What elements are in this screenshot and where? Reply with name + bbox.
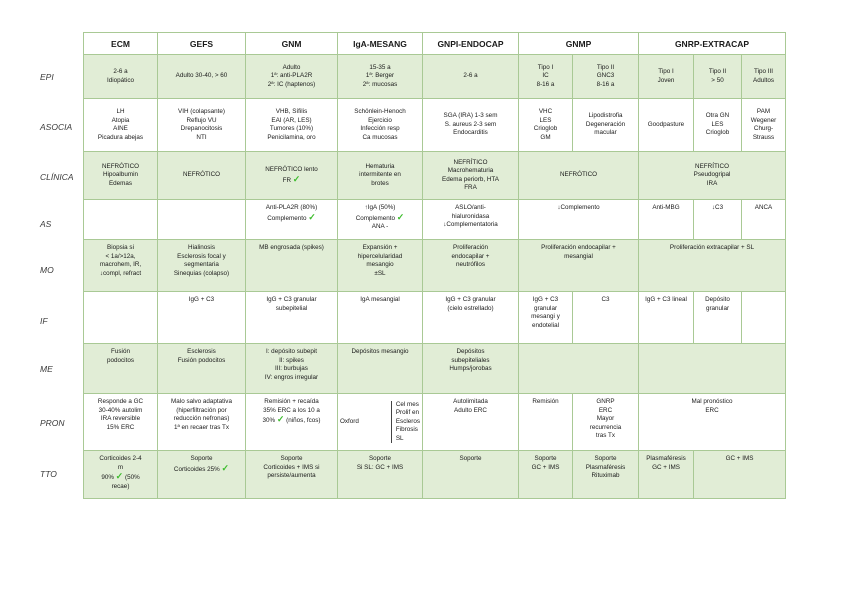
cell-line: IgG + C3 lineal	[645, 296, 687, 303]
tto-ecm-line4: (50%	[124, 474, 140, 481]
cell-line: Responde a GC	[97, 398, 144, 405]
comparison-table	[83, 32, 786, 499]
cell-line: Macrohematuria	[447, 167, 494, 174]
cell-line: macular	[594, 129, 617, 137]
cell-as-gnrp-type2: ↓C3	[694, 200, 742, 240]
checkmark-icon: ✓	[308, 211, 316, 222]
oxford-criteria-list	[391, 401, 420, 444]
row-mo	[84, 240, 786, 292]
cell-line: IC	[542, 72, 549, 80]
cell-line: Proliferación extracapilar + SL	[669, 244, 755, 251]
cell-asocia-gnrp-type1	[639, 99, 694, 152]
cell-me-gefs	[158, 344, 246, 394]
cell-line: 15% ERC	[106, 423, 135, 431]
cell-line: ERC	[598, 406, 613, 414]
cell-asocia-gnmp-type2	[573, 99, 639, 152]
cell-mo-gnpi	[423, 240, 519, 292]
cell-if-gnmp-type1	[519, 292, 573, 344]
cell-asocia-ecm	[84, 99, 158, 152]
cell-line: GNC3	[596, 72, 615, 80]
cell-line: Lipodistrofia	[588, 112, 623, 120]
cell-tto-gnm	[246, 451, 338, 499]
cell-line: Prolif en	[395, 409, 419, 417]
cell-line: hipercelularidad	[357, 252, 403, 260]
cell-line: Esclerosis focal y	[177, 252, 226, 260]
cell-mo-ecm	[84, 240, 158, 292]
cell-tto-ecm	[84, 451, 158, 499]
col-header-gnpi: GNPI-ENDOCAP	[423, 33, 519, 55]
row-me	[84, 344, 786, 394]
cell-line: Tipo I	[537, 63, 554, 71]
row-label-epi: EPI	[40, 72, 54, 82]
cell-line: macrohem, IR,	[99, 261, 142, 268]
as-gnm-line2: Complemento	[267, 214, 307, 222]
cell-tto-gnmp-type1	[519, 451, 573, 499]
cell-line: 8-16 a	[596, 80, 615, 88]
cell-line: Soporte	[459, 455, 482, 462]
cell-pron-gnmp-type2	[573, 394, 639, 451]
cell-line: podocitos	[107, 356, 134, 364]
col-header-gnmp: GNMP	[519, 33, 639, 55]
cell-line: < 1a/>12a,	[105, 252, 136, 260]
cell-pron-gnmp-type1	[519, 394, 573, 451]
cell-epi-gnpi	[423, 55, 519, 99]
cell-line: Drepanocitosis	[180, 125, 223, 132]
cell-line: S. aureus 2-3 sem	[444, 120, 497, 128]
cell-as-gnrp-type1: Anti-MBG	[639, 200, 694, 240]
cell-line: granular	[705, 304, 730, 312]
cell-line: Remisión + recaída	[264, 398, 319, 405]
cell-line: Joven	[657, 76, 675, 84]
cell-line: ↓compl, refract	[99, 269, 142, 277]
cell-pron-iga	[338, 394, 423, 451]
cell-line: reducción nefronas)	[173, 415, 230, 422]
cell-line: II: spikes	[279, 356, 304, 364]
cell-line: Malo salvo adaptativa	[171, 398, 232, 405]
cell-line: NEFRÓTICO	[182, 171, 221, 179]
cell-line: IV: engros irregular	[264, 373, 319, 381]
cell-me-gnrp	[639, 344, 786, 394]
cell-line: Tipo I	[658, 68, 674, 75]
cell-me-gnmp	[519, 344, 639, 394]
row-asocia	[84, 99, 786, 152]
cell-line: persiste/aumenta	[267, 472, 316, 479]
cell-line: MB engrosada (spikes)	[259, 244, 324, 251]
row-clinica	[84, 152, 786, 200]
cell-line: ↓Complementatoria	[443, 221, 498, 228]
cell-line: Escleros	[395, 417, 420, 425]
cell-mo-gnrp	[639, 240, 786, 292]
cell-line: SL	[395, 434, 404, 442]
cell-pron-gefs	[158, 394, 246, 451]
cell-line: Sinequias (colapso)	[173, 269, 230, 277]
cell-line: Plasmaféresis	[585, 463, 626, 471]
cell-line: hialuronidasa	[451, 212, 490, 220]
cell-line: 2-6 a	[463, 72, 478, 80]
cell-asocia-gnm	[246, 99, 338, 152]
cell-line: VHC	[538, 108, 553, 115]
cell-line: subepiteliales	[451, 356, 490, 364]
glomerulonephritis-table-sheet	[83, 32, 785, 499]
cell-line: Plasmaféresis	[646, 455, 686, 462]
pron-gnm-line4: (niños, fcos)	[286, 417, 321, 424]
oxford-classification	[340, 401, 420, 444]
cell-asocia-gefs	[158, 99, 246, 152]
cell-line: 1ª en recaer tras Tx	[173, 423, 230, 431]
cell-line: Tipo II	[708, 68, 727, 75]
cell-line: 15-35 a	[369, 63, 391, 71]
cell-line: Penicilamina, oro	[267, 133, 316, 141]
row-label-if: IF	[40, 316, 48, 326]
cell-as-ecm	[84, 200, 158, 240]
cell-line: Depósitos mesangio	[351, 348, 409, 355]
cell-line: brotes	[371, 179, 389, 187]
cell-line: Fibrosis	[395, 426, 418, 434]
col-header-gnrp: GNRP-EXTRACAP	[639, 33, 786, 55]
cell-line: Biopsia si	[107, 244, 134, 251]
col-header-iga: IgA-MESANG	[338, 33, 423, 55]
cell-line: Soporte	[594, 455, 617, 462]
cell-line: Strauss	[752, 133, 775, 141]
cell-line: 1ª: Berger	[365, 72, 395, 80]
cell-mo-gnmp	[519, 240, 639, 292]
col-header-gnm: GNM	[246, 33, 338, 55]
row-label-me: ME	[40, 364, 53, 374]
cell-line: > 50	[711, 76, 724, 84]
cell-line: 2ª: IC (haptenos)	[267, 80, 316, 88]
cell-epi-gnrp-type2	[694, 55, 742, 99]
cell-line: Mal pronóstico	[691, 398, 733, 405]
cell-pron-gnpi	[423, 394, 519, 451]
cell-line: Ca mucosas	[362, 133, 398, 141]
cell-as-gefs	[158, 200, 246, 240]
clinica-gnm-line1: NEFRÓTICO lento	[265, 166, 318, 173]
cell-tto-gnrp-type1	[639, 451, 694, 499]
cell-as-iga	[338, 200, 423, 240]
cell-line: ERC	[705, 406, 719, 414]
cell-line: mesangi y	[531, 313, 560, 320]
row-if	[84, 292, 786, 344]
row-label-pron: PRON	[40, 418, 65, 428]
cell-tto-iga	[338, 451, 423, 499]
cell-line: Proliferación endocapilar +	[541, 244, 616, 251]
col-header-gefs: GEFS	[158, 33, 246, 55]
cell-line: Depósitos	[456, 348, 485, 355]
cell-line: SGA (IRA) 1-3 sem	[443, 112, 498, 120]
cell-clinica-gnpi	[423, 152, 519, 200]
cell-as-gnm	[246, 200, 338, 240]
cell-if-gnrp-type2	[694, 292, 742, 344]
cell-line: LES	[539, 116, 552, 124]
cell-line: Degeneración	[585, 120, 626, 128]
cell-clinica-iga	[338, 152, 423, 200]
cell-line: IgG + C3	[188, 296, 215, 303]
cell-line: I: depósito subepit	[265, 348, 318, 355]
cell-line: Crioglob	[533, 125, 558, 132]
cell-line: GC + IMS	[652, 463, 680, 471]
row-pron	[84, 394, 786, 451]
cell-line: Schönlein-Henoch	[354, 108, 406, 115]
cell-line: 2-6 a	[113, 68, 128, 75]
cell-asocia-iga	[338, 99, 423, 152]
header-row	[84, 33, 786, 55]
as-gnm-line1: Anti-PLA2R (80%)	[265, 204, 318, 211]
cell-line: Edemas	[108, 179, 133, 187]
cell-line: Ejercicio	[368, 116, 392, 124]
cell-line: (cielo estrellado)	[447, 304, 494, 312]
checkmark-icon: ✓	[276, 414, 285, 424]
cell-line: Corticoides + IMS si	[263, 463, 320, 471]
cell-line: EAI (AR, LES)	[271, 116, 312, 124]
cell-line: Soporte	[534, 455, 557, 462]
cell-clinica-ecm	[84, 152, 158, 200]
cell-line: subepitelial	[275, 304, 308, 312]
cell-line: 30-40% autolim	[98, 406, 143, 414]
pron-gnm-lines	[248, 398, 335, 415]
cell-line: 1ª: anti-PLA2R	[270, 72, 313, 80]
cell-line: (hiperfiltración por	[176, 406, 227, 414]
checkmark-icon: ✓	[221, 462, 230, 473]
cell-tto-gnrp-type23	[694, 451, 786, 499]
cell-tto-gnpi	[423, 451, 519, 499]
cell-line: NTI	[196, 133, 207, 141]
cell-me-gnpi	[423, 344, 519, 394]
cell-line: ±SL	[374, 269, 386, 277]
cell-line: Hipoalbumin	[102, 171, 138, 179]
cell-line: endotelial	[532, 321, 559, 329]
cell-line: IgG + C3 granular	[445, 296, 496, 303]
cell-clinica-gnmp	[519, 152, 639, 200]
cell-line: neutrófilos	[455, 261, 486, 268]
as-iga-line3: ANA -	[371, 223, 389, 230]
cell-line: Picadura abejas	[97, 133, 144, 141]
cell-as-gnrp-type3: ANCA	[742, 200, 786, 240]
cell-line: Hematuria	[365, 162, 395, 170]
cell-pron-gnrp	[639, 394, 786, 451]
cell-tto-gnmp-type2	[573, 451, 639, 499]
cell-line: Hialinosis	[188, 244, 215, 251]
cell-line: Otra GN	[705, 112, 730, 120]
cell-mo-gnm	[246, 240, 338, 292]
cell-pron-gnm	[246, 394, 338, 451]
cell-if-gnrp-type3	[742, 292, 786, 344]
cell-line: intermitente en	[359, 171, 401, 179]
cell-line: IgG + C3 granular	[266, 296, 317, 303]
cell-me-iga	[338, 344, 423, 394]
oxford-label: Oxford	[340, 417, 359, 425]
cell-clinica-gefs	[158, 152, 246, 200]
cell-line: GM	[540, 133, 551, 141]
cell-if-ecm	[84, 292, 158, 344]
cell-line: Remisión	[532, 398, 559, 405]
cell-line: 2ª: mucosas	[362, 80, 398, 88]
cell-line: segmentaria	[184, 261, 219, 268]
cell-epi-gnrp-type1	[639, 55, 694, 99]
cell-line: Tipo III	[754, 68, 774, 75]
cell-line: NEFRÍTICO	[695, 162, 729, 170]
cell-line: Humps/jorobas	[449, 365, 492, 372]
tto-gefs-line1: Soporte	[190, 455, 213, 462]
cell-line: Infección resp	[360, 125, 400, 132]
cell-line: NEFRÓTICO	[559, 171, 598, 179]
cell-line: Tipo II	[596, 63, 615, 71]
cell-epi-gnmp-type2	[573, 55, 639, 99]
checkmark-icon: ✓	[396, 211, 405, 222]
cell-line: AINE	[113, 125, 128, 132]
cell-line: mesangio	[366, 261, 394, 268]
cell-line: Depósito	[705, 296, 730, 303]
cell-line: Fusión podocitos	[177, 356, 226, 364]
cell-asocia-gnrp-type2	[694, 99, 742, 152]
cell-line: ASLO/anti-	[455, 204, 486, 211]
row-label-clinica: CLÍNICA	[40, 172, 74, 182]
pron-gnm-line3: 30%	[262, 417, 276, 424]
cell-line: Pseudogripal	[693, 171, 731, 179]
cell-line: Expansión +	[362, 244, 398, 251]
row-label-asocia: ASOCIA	[40, 122, 73, 132]
cell-line: 8-16 a	[536, 80, 555, 88]
cell-if-gnrp-type1	[639, 292, 694, 344]
cell-line: Tumores (10%)	[269, 125, 314, 132]
cell-line: LES	[711, 120, 724, 128]
cell-epi-iga	[338, 55, 423, 99]
row-as	[84, 200, 786, 240]
cell-line: granular	[533, 304, 558, 312]
cell-line: Rituximab	[591, 472, 620, 479]
cell-me-ecm	[84, 344, 158, 394]
cell-line: FRA	[464, 184, 477, 191]
cell-line: IRA reversible	[100, 415, 141, 422]
cell-line: GC + IMS	[725, 455, 754, 462]
row-label-as: AS	[40, 219, 52, 229]
cell-epi-ecm	[84, 55, 158, 99]
cell-line: VHB, Sífilis	[275, 108, 308, 115]
cell-line: Autolimitada	[453, 398, 488, 405]
tto-ecm-line5: recae)	[111, 482, 130, 490]
cell-line: PAM	[756, 108, 771, 115]
cell-line: NEFRÍTICO	[453, 158, 488, 166]
cell-line: GNRP	[596, 398, 615, 405]
cell-line: Cel mes	[395, 400, 419, 408]
cell-line: Wegener	[750, 116, 777, 124]
cell-line: Endocarditis	[453, 129, 488, 137]
cell-tto-gefs	[158, 451, 246, 499]
cell-as-gnpi	[423, 200, 519, 240]
cell-clinica-gnm	[246, 152, 338, 200]
cell-me-gnm	[246, 344, 338, 394]
checkmark-icon: ✓	[292, 173, 301, 184]
cell-epi-gefs	[158, 55, 246, 99]
cell-line: Mayor	[596, 415, 615, 422]
cell-line: C3	[601, 296, 610, 303]
row-label-mo: MO	[40, 265, 54, 275]
checkmark-icon: ✓	[115, 471, 124, 481]
as-iga-line2: Complemento	[355, 214, 395, 222]
cell-line: Atopia	[111, 116, 130, 124]
tto-gefs-line2: Corticoides 25%	[173, 465, 220, 473]
cell-asocia-gnrp-type3	[742, 99, 786, 152]
cell-line: Adulto 30-40, > 60	[175, 72, 228, 80]
tto-ecm-line1: Corticoides 2-4	[99, 455, 142, 462]
cell-line: IgG + C3	[532, 296, 559, 303]
cell-line: endocapilar +	[451, 252, 490, 260]
cell-clinica-gnrp	[639, 152, 786, 200]
cell-if-gnm	[246, 292, 338, 344]
cell-as-gnmp: ↓Complemento	[519, 200, 639, 240]
cell-line: Soporte	[280, 455, 303, 462]
as-iga-line1: ↑IgA (50%)	[364, 204, 396, 211]
cell-mo-gefs	[158, 240, 246, 292]
cell-line: IgA mesangial	[360, 296, 400, 303]
cell-line: Si SL: GC + IMS	[356, 463, 404, 471]
cell-if-iga	[338, 292, 423, 344]
cell-line: Adulto ERC	[454, 406, 487, 414]
cell-if-gnmp-type2	[573, 292, 639, 344]
col-header-ecm: ECM	[84, 33, 158, 55]
cell-line: mesangial	[564, 252, 593, 260]
cell-line: Edema periorb, HTA	[442, 175, 499, 183]
cell-line: Goodpasture	[647, 120, 685, 128]
cell-mo-iga	[338, 240, 423, 292]
cell-line: Adultos	[753, 76, 775, 84]
cell-asocia-gnmp-type1	[519, 99, 573, 152]
cell-line: III: burbujas	[275, 365, 308, 372]
cell-epi-gnmp-type1	[519, 55, 573, 99]
cell-line: tras Tx	[595, 432, 616, 439]
cell-line: Reflujo VU	[186, 116, 217, 124]
tto-ecm-line2: m	[117, 463, 124, 471]
cell-epi-gnrp-type3	[742, 55, 786, 99]
cell-line: GC + IMS	[531, 463, 560, 471]
cell-line: Fusión	[111, 348, 130, 355]
cell-line: Proliferación	[453, 244, 488, 251]
cell-line: recurrencia	[589, 423, 622, 431]
row-epi	[84, 55, 786, 99]
cell-if-gnpi	[423, 292, 519, 344]
cell-line: Adulto	[282, 63, 301, 71]
row-label-tto: TTO	[40, 469, 57, 479]
cell-line: VIH (colapsante)	[178, 108, 225, 115]
cell-line: 35% ERC a los 10 a	[263, 406, 320, 414]
cell-line: Churg-	[753, 125, 774, 132]
row-tto	[84, 451, 786, 499]
clinica-gnm-line2: FR	[282, 176, 292, 184]
cell-line: Esclerosis	[187, 348, 216, 355]
tto-ecm-line3: 90%	[101, 474, 114, 481]
cell-line: Idiopático	[107, 76, 134, 84]
cell-line: NEFRÓTICO	[101, 162, 140, 170]
cell-epi-gnm	[246, 55, 338, 99]
cell-line: IRA	[706, 179, 718, 187]
cell-line: LH	[116, 108, 125, 115]
cell-line: Soporte	[368, 455, 392, 462]
cell-if-gefs	[158, 292, 246, 344]
cell-pron-ecm	[84, 394, 158, 451]
cell-line: Crioglob	[705, 129, 730, 137]
cell-asocia-gnpi	[423, 99, 519, 152]
